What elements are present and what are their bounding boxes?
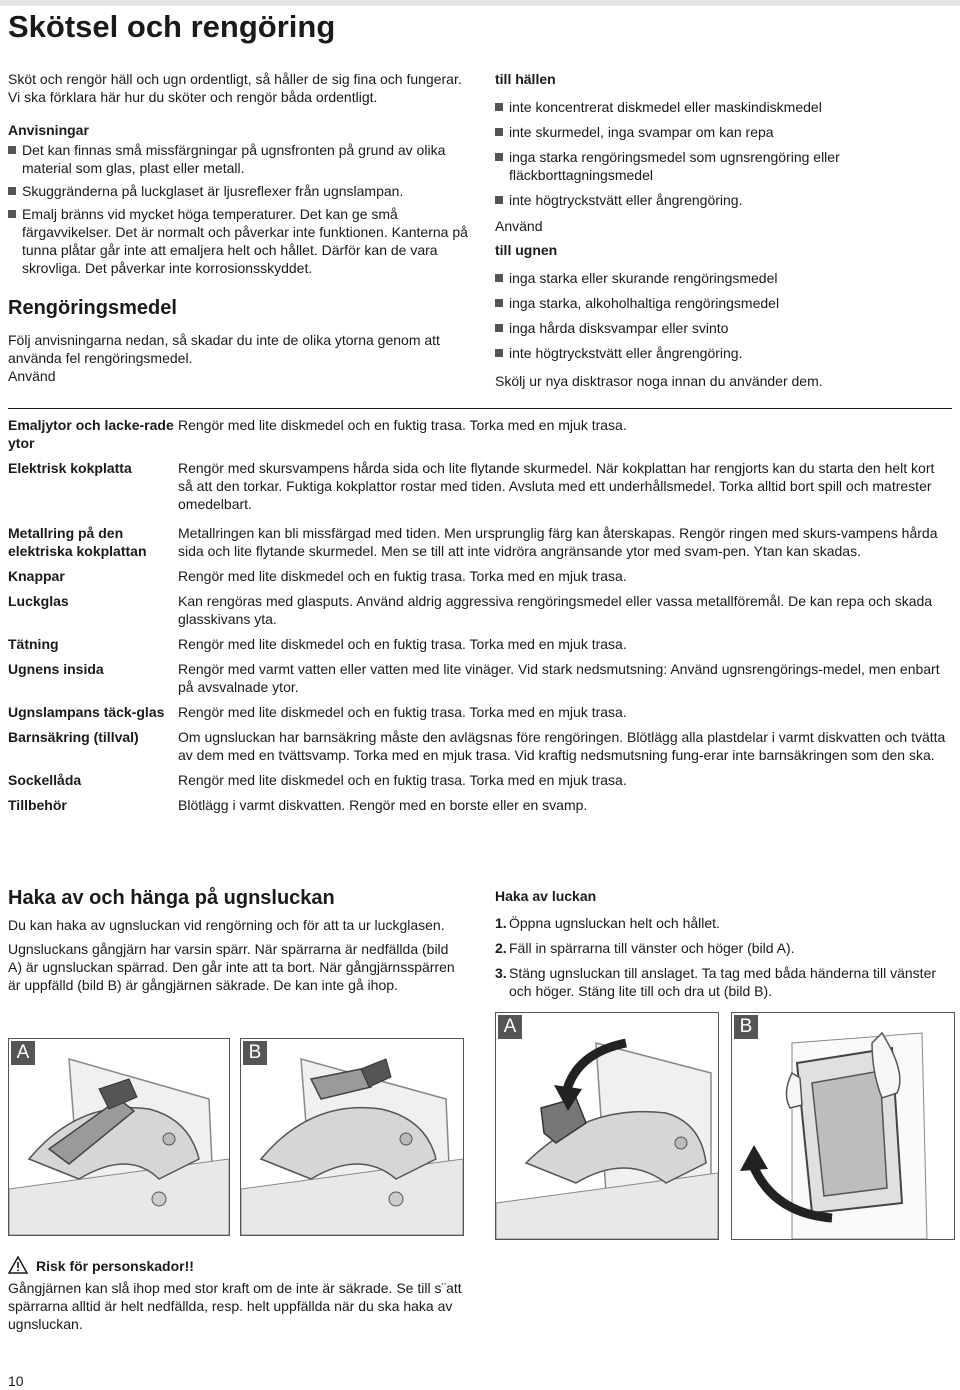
warning-text: Gångjärnen kan slå ihop med stor kraft om de inte är säkrade. Se till s¨att spärrarna alltid är helt nedfällda, resp. helt uppfällda när du ska haka av ugnsluckan. [8,1280,462,1332]
step-number: 1. [495,915,507,931]
figure-label: B [243,1041,267,1065]
top-rule [0,0,960,6]
rengoringsmedel-heading: Rengöringsmedel [8,297,177,319]
table-row [8,789,952,814]
step-text: Stäng ugnsluckan till anslaget. Ta tag med båda händerna till vänster och höger. Stäng lite till och dra ut (bild B). [509,965,937,999]
warning-triangle-icon [8,1256,28,1274]
warning-heading: Risk för personskador!! [36,1258,194,1274]
table-cell-area: Elektrisk kokplatta [8,460,132,476]
warning-heading-row [8,1256,478,1275]
table-cell-area: Barnsäkring (tillval) [8,729,139,745]
list-item: inte skurmedel, inga svampar om kan repa [495,123,955,141]
step-item [495,914,955,932]
door-section-heading: Haka av och hänga på ugnsluckan [8,887,335,909]
door-paragraph-1: Du kan haka av ugnsluckan vid rengörning och för att ta ur luckglasen. [8,917,445,933]
table-cell-area: Metallring på den elektriska kokplattan [8,525,147,559]
hinge-raised-illustration [241,1039,463,1235]
figure-a-left [8,1038,230,1236]
hinge-fold-arrow-illustration [496,1013,718,1239]
step-number: 3. [495,965,507,981]
anvisningar-list [8,141,470,277]
list-item: inga starka, alkoholhaltiga rengöringsmedel [495,294,955,312]
intro-text: Sköt och rengör häll och ugn ordentligt, så håller de sig fina och fungerar. Vi ska förklara här hur du sköter och rengör båda ordentligt. [8,71,462,105]
ugnen-heading: till ugnen [495,242,558,258]
warning-block [8,1256,478,1333]
list-item: inte högtryckstvätt eller ångrengöring. [495,344,955,362]
table-cell-instruction: Rengör med lite diskmedel och en fuktig trasa. Torka med en mjuk trasa. [178,636,627,652]
table-cell-area: Tätning [8,636,59,652]
cleaning-table [8,408,952,814]
hallen-list [495,98,955,209]
door-section-left [8,886,463,994]
table-cell-instruction: Rengör med lite diskmedel och en fuktig trasa. Torka med en mjuk trasa. [178,772,627,788]
table-cell-instruction: Blötlägg i varmt diskvatten. Rengör med en borste eller en svamp. [178,797,588,813]
step-number: 2. [495,940,507,956]
step-item [495,964,955,1000]
table-row [8,628,952,653]
table-row [8,721,952,764]
table-cell-area: Ugnens insida [8,661,104,677]
figure-a-right [495,1012,719,1240]
table-cell-area: Sockellåda [8,772,82,788]
ugnen-list [495,269,955,362]
table-row [8,409,952,453]
step-text: Fäll in spärrarna till vänster och höger (bild A). [509,940,795,956]
figure-b-right [731,1012,955,1240]
right-column [495,70,955,390]
table-cell-area: Luckglas [8,593,69,609]
table-cell-area: Knappar [8,568,65,584]
table-row [8,452,952,513]
figure-label: A [11,1041,35,1065]
hinge-lowered-illustration [9,1039,229,1235]
hallen-heading: till hällen [495,71,556,87]
table-cell-instruction: Rengör med varmt vatten eller vatten med lite vinäger. Vid stark nedsmutsning: Använd ugnsrengörings-medel, men enbart på avsvalnade ytor. [178,661,940,695]
table-cell-instruction: Rengör med skursvampens hårda sida och lite flytande skurmedel. När kokplattan har rengjorts kan du starta den helt kort så att den torkar. Fuktiga kokplattor rostar med tiden. Avsluta med ett underhållsmedel. Torka alltid bort spill och matrester omedelbart. [178,460,935,512]
table-cell-area: Tillbehör [8,797,67,813]
table-row [8,696,952,721]
disktrasa-note: Skölj ur nya disktrasor noga innan du använder dem. [495,373,823,389]
table-cell-instruction: Metallringen kan bli missfärgad med tiden. Men ursprunglig färg kan återskapas. Rengör ringen med skurs-vampens hårda sida och lite flytande skurmedel. Men se till att inte vidröra angränsande ytor med svam-pen. Ytan kan skadas. [178,525,938,559]
step-item [495,939,955,957]
list-item: inga starka rengöringsmedel som ugnsrengöring eller fläckborttagningsmedel [495,148,955,184]
list-item: inga hårda disksvampar eller svinto [495,319,955,337]
table-cell-instruction: Om ugnsluckan har barnsäkring måste den avlägsnas före rengöringen. Blötlägg alla plastdelar i varmt diskvatten och tvätta av dem med en tvättsvamp. Torka med en mjuk trasa. Vid kraftig nedsmutsning fung-erar inte barnsäkringen som den ska. [178,729,946,763]
anvand-label: Använd [8,368,56,384]
haka-av-heading: Haka av luckan [495,888,597,904]
table-row [8,764,952,789]
rengoringsmedel-text: Följ anvisningarna nedan, så skadar du inte de olika ytorna genom att använda fel rengöringsmedel. [8,332,440,366]
list-item: Skuggränderna på luckglaset är ljusreflexer från ugnslampan. [8,182,470,200]
door-removal-illustration [732,1013,954,1239]
table-cell-instruction: Kan rengöras med glasputs. Använd aldrig aggressiva rengöringsmedel eller vassa metallföremål. De kan repa och skada glasskivans yta. [178,593,933,627]
figure-label: A [498,1015,522,1039]
page-title: Skötsel och rengöring [8,9,336,44]
list-item: inte högtryckstvätt eller ångrengöring. [495,191,955,209]
table-cell-area: Ugnslampans täck-glas [8,704,165,720]
table-row [8,560,952,585]
anvand-label-right: Använd [495,218,543,234]
left-column [8,70,470,385]
list-item: Det kan finnas små missfärgningar på ugnsfronten på grund av olika material som glas, plast eller metall. [8,141,470,177]
page-number: 10 [8,1373,24,1389]
table-cell-instruction: Rengör med lite diskmedel och en fuktig trasa. Torka med en mjuk trasa. [178,704,627,720]
figure-b-left [240,1038,464,1236]
step-text: Öppna ugnsluckan helt och hållet. [509,915,720,931]
table-row [8,585,952,628]
figure-label: B [734,1015,758,1039]
table-cell-instruction: Rengör med lite diskmedel och en fuktig trasa. Torka med en mjuk trasa. [178,417,627,433]
table-row [8,513,952,560]
table-cell-area: Emaljytor och lacke-rade ytor [8,417,174,451]
table-row [8,653,952,696]
list-item: inte koncentrerat diskmedel eller maskindiskmedel [495,98,955,116]
list-item: inga starka eller skurande rengöringsmedel [495,269,955,287]
anvisningar-heading: Anvisningar [8,122,89,138]
haka-av-steps [495,914,955,1000]
list-item: Emalj bränns vid mycket höga temperaturer. Det kan ge små färgavvikelser. Det är normalt och påverkar inte funktionen. Kanterna på tunna plåtar går inte att emaljera helt och hållet. Därför kan de vara skrovliga. Det påverkar inte korrosionsskyddet. [8,205,470,277]
door-section-right [495,887,955,1007]
table-cell-instruction: Rengör med lite diskmedel och en fuktig trasa. Torka med en mjuk trasa. [178,568,627,584]
door-paragraph-2: Ugnsluckans gångjärn har varsin spärr. När spärrarna är nedfällda (bild A) är ugnsluckan spärrad. Den går inte att ta bort. När gångjärnsspärren är uppfälld (bild B) är gångjärnen säkrade. De kan inte gå ihop. [8,941,455,993]
